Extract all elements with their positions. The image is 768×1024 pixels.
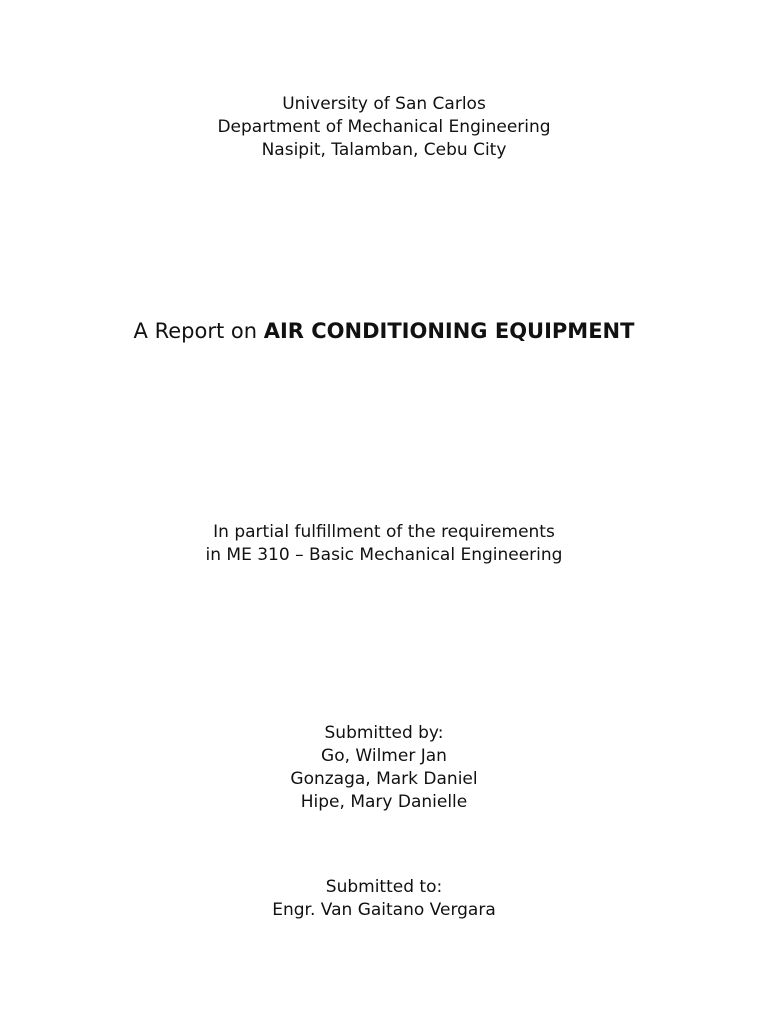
report-title-subject: AIR CONDITIONING EQUIPMENT — [263, 319, 635, 343]
institution-address: Nasipit, Talamban, Cebu City — [261, 140, 507, 160]
author-name: Hipe, Mary Danielle — [300, 792, 468, 812]
author-name: Gonzaga, Mark Daniel — [290, 769, 478, 789]
report-title — [0, 316, 768, 346]
submitted-to-label: Submitted to: — [325, 877, 443, 897]
fulfillment-statement — [0, 521, 768, 567]
author-name: Go, Wilmer Jan — [321, 746, 447, 766]
department-name: Department of Mechanical Engineering — [217, 117, 551, 137]
fulfillment-line-1: In partial fulfillment of the requirements — [213, 522, 555, 542]
instructor-name: Engr. Van Gaitano Vergara — [272, 900, 496, 920]
submitted-by-section — [0, 722, 768, 814]
university-name: University of San Carlos — [282, 94, 486, 114]
institution-header — [0, 93, 768, 162]
submitted-to-section — [0, 876, 768, 922]
fulfillment-line-2: in ME 310 – Basic Mechanical Engineering — [205, 545, 563, 565]
report-title-prefix: A Report on — [133, 319, 264, 343]
submitted-by-label: Submitted by: — [324, 723, 444, 743]
